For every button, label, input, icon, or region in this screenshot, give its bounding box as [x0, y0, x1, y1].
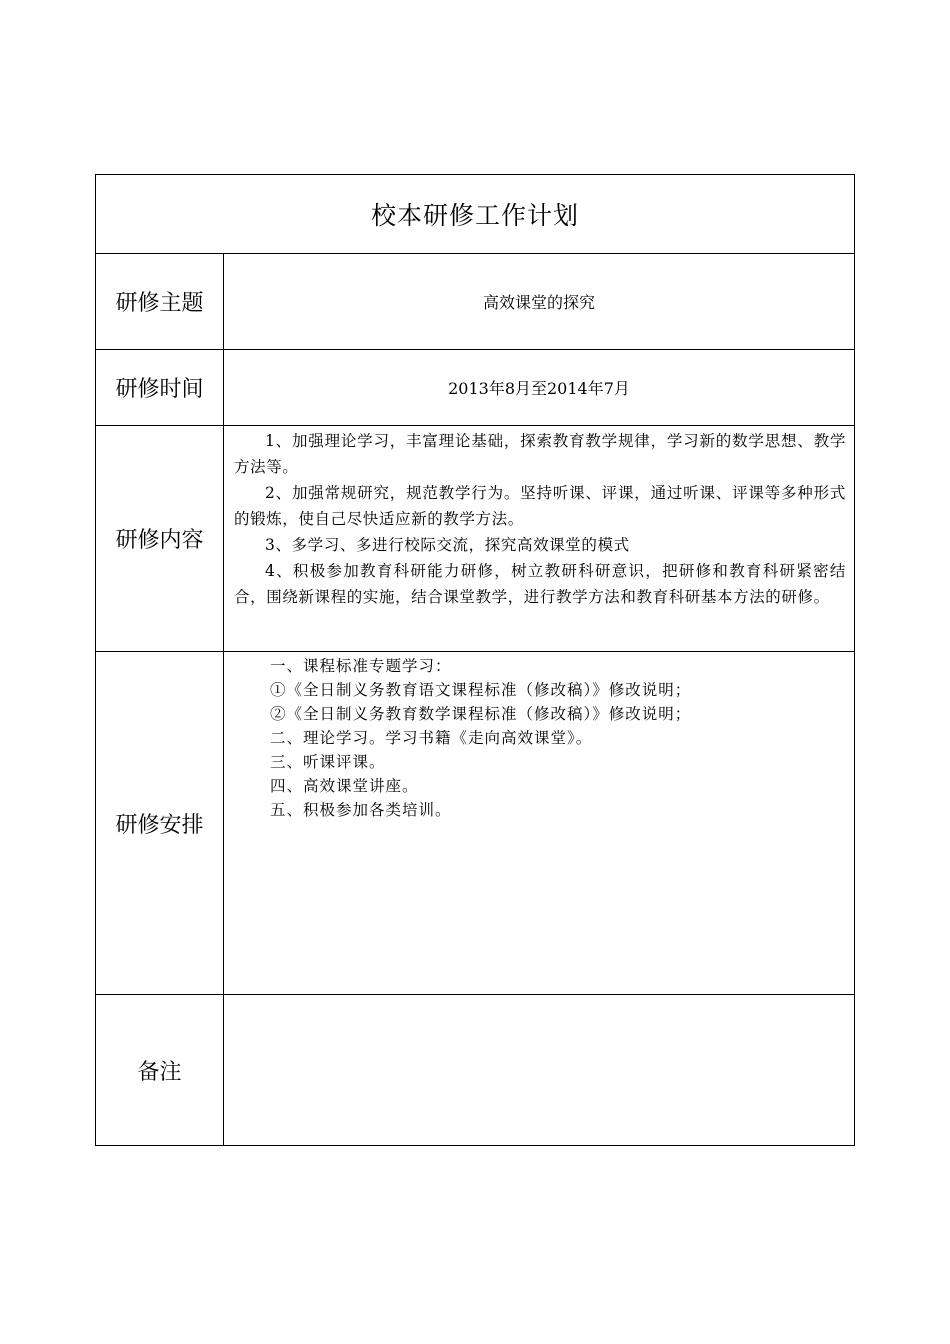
theme-value: 高效课堂的探究 [224, 254, 855, 350]
theme-row [96, 254, 855, 350]
research-plan-table [95, 174, 855, 1146]
schedule-item: ①《全日制义务教育语文课程标准（修改稿）》修改说明； [270, 681, 692, 699]
schedule-label: 研修安排 [96, 652, 224, 995]
schedule-row [96, 652, 855, 995]
title-row [96, 175, 855, 254]
time-row [96, 350, 855, 426]
content-row [96, 426, 855, 652]
content-label: 研修内容 [96, 426, 224, 652]
theme-label: 研修主题 [96, 254, 224, 350]
schedule-item: ②《全日制义务教育数学课程标准（修改稿）》修改说明； [270, 705, 692, 723]
schedule-item: 二、理论学习。学习书籍《走向高效课堂》。 [270, 729, 593, 747]
content-body [224, 426, 855, 652]
time-label: 研修时间 [96, 350, 224, 426]
content-paragraph: 1、加强理论学习，丰富理论基础，探索教育教学规律，学习新的数学思想、教学方法等。 [234, 432, 846, 476]
schedule-item: 四、高效课堂讲座。 [270, 777, 419, 795]
schedule-item: 一、课程标准专题学习： [270, 657, 452, 675]
content-paragraph: 3、多学习、多进行校际交流，探究高效课堂的模式 [265, 536, 630, 554]
content-paragraph: 4、积极参加教育科研能力研修，树立教研科研意识，把研修和教育科研紧密结合，围绕新课程的实施，结合课堂教学，进行教学方法和教育科研基本方法的研修。 [234, 562, 846, 606]
content-paragraph: 2、加强常规研究，规范教学行为。坚持听课、评课，通过听课、评课等多种形式的锻炼，使自己尽快适应新的教学方法。 [234, 484, 846, 528]
notes-label: 备注 [96, 995, 224, 1146]
schedule-item: 五、积极参加各类培训。 [270, 801, 452, 819]
notes-row [96, 995, 855, 1146]
schedule-body [224, 652, 855, 995]
notes-value [224, 995, 855, 1146]
page-title: 校本研修工作计划 [96, 175, 855, 254]
time-value: 2013年8月至2014年7月 [224, 350, 855, 426]
schedule-item: 三、听课评课。 [270, 753, 386, 771]
